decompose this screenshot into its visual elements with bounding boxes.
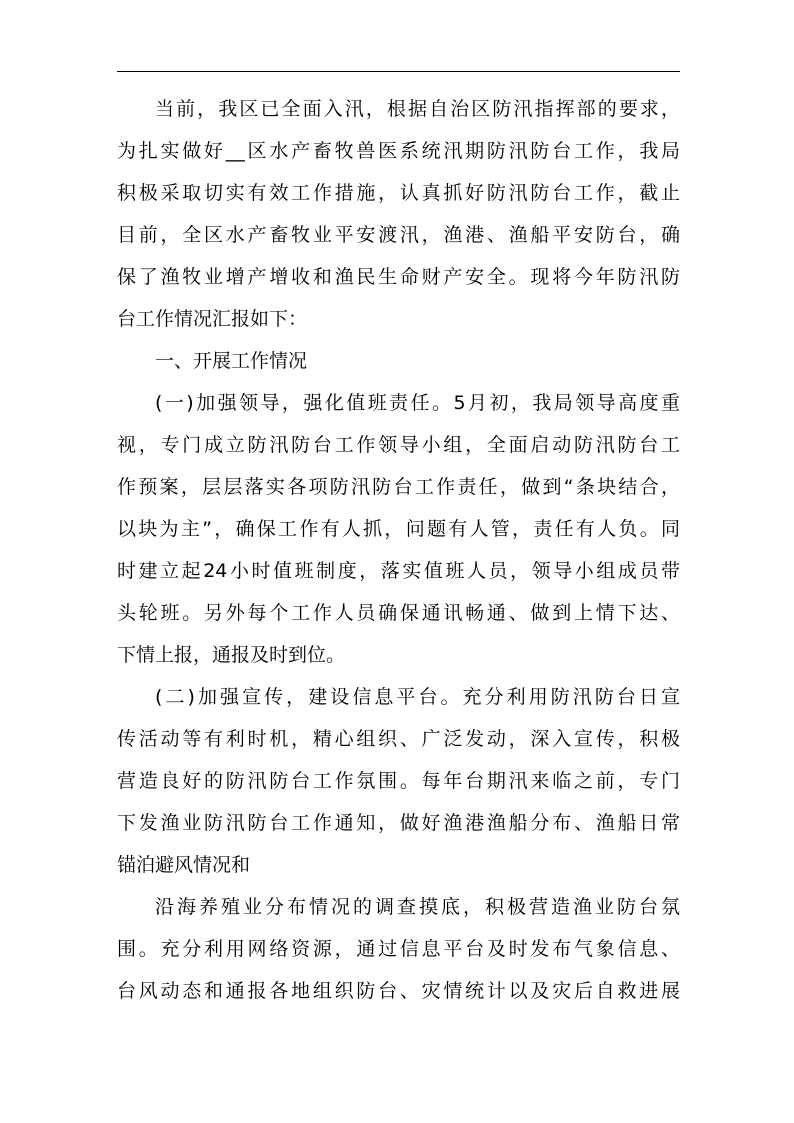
text-line: 头轮班。另外每个工作人员确保通讯畅通、做到上情下达、 bbox=[117, 602, 680, 624]
header-rule bbox=[117, 71, 680, 72]
text-line: 围。充分利用网络资源，通过信息平台及时发布气象信息、 bbox=[117, 938, 680, 960]
text-line: 以块为主”，确保工作有人抓，问题有人管，责任有人负。同 bbox=[117, 518, 680, 540]
paragraph-item-1 bbox=[117, 382, 680, 676]
text-line: 下发渔业防汛防台工作通知，做好渔港渔船分布、渔船日常 bbox=[117, 812, 680, 834]
text-line: 下情上报，通报及时到位。 bbox=[117, 644, 346, 666]
text-line: 作预案，层层落实各项防汛防台工作责任，做到“条块结合， bbox=[117, 476, 680, 498]
text-line: 保了渔牧业增产增收和渔民生命财产安全。现将今年防汛防 bbox=[117, 266, 680, 288]
heading-text: 一、开展工作情况 bbox=[155, 350, 308, 372]
text-line: 台工作情况汇报如下： bbox=[117, 308, 308, 330]
text-line: 为扎实做好__区水产畜牧兽医系统汛期防汛防台工作，我局 bbox=[117, 140, 680, 162]
text-line: (一)加强领导，强化值班责任。5月初，我局领导高度重 bbox=[155, 392, 680, 414]
text-line: 台风动态和通报各地组织防台、灾情统计以及灾后自救进展 bbox=[117, 980, 680, 1002]
text-line: 传活动等有利时机，精心组织、广泛发动，深入宣传，积极 bbox=[117, 728, 680, 750]
paragraph-item-2 bbox=[117, 676, 680, 886]
document-body bbox=[117, 88, 680, 1012]
text-line: 积极采取切实有效工作措施，认真抓好防汛防台工作，截止 bbox=[117, 182, 680, 204]
section-heading bbox=[117, 340, 680, 382]
paragraph-item-2-continued bbox=[117, 886, 680, 1012]
text-line: (二)加强宣传，建设信息平台。充分利用防汛防台日宣 bbox=[155, 686, 680, 708]
text-line: 目前，全区水产畜牧业平安渡汛，渔港、渔船平安防台，确 bbox=[117, 224, 680, 246]
text-line: 营造良好的防汛防台工作氛围。每年台期汛来临之前，专门 bbox=[117, 770, 680, 792]
text-line: 锚泊避风情况和 bbox=[117, 854, 251, 876]
text-line: 当前，我区已全面入汛，根据自治区防汛指挥部的要求， bbox=[155, 98, 680, 120]
text-line: 沿海养殖业分布情况的调查摸底，积极营造渔业防台氛 bbox=[155, 896, 680, 918]
paragraph-intro bbox=[117, 88, 680, 340]
text-line: 时建立起24小时值班制度，落实值班人员，领导小组成员带 bbox=[117, 560, 680, 582]
text-line: 视，专门成立防汛防台工作领导小组，全面启动防汛防台工 bbox=[117, 434, 680, 456]
